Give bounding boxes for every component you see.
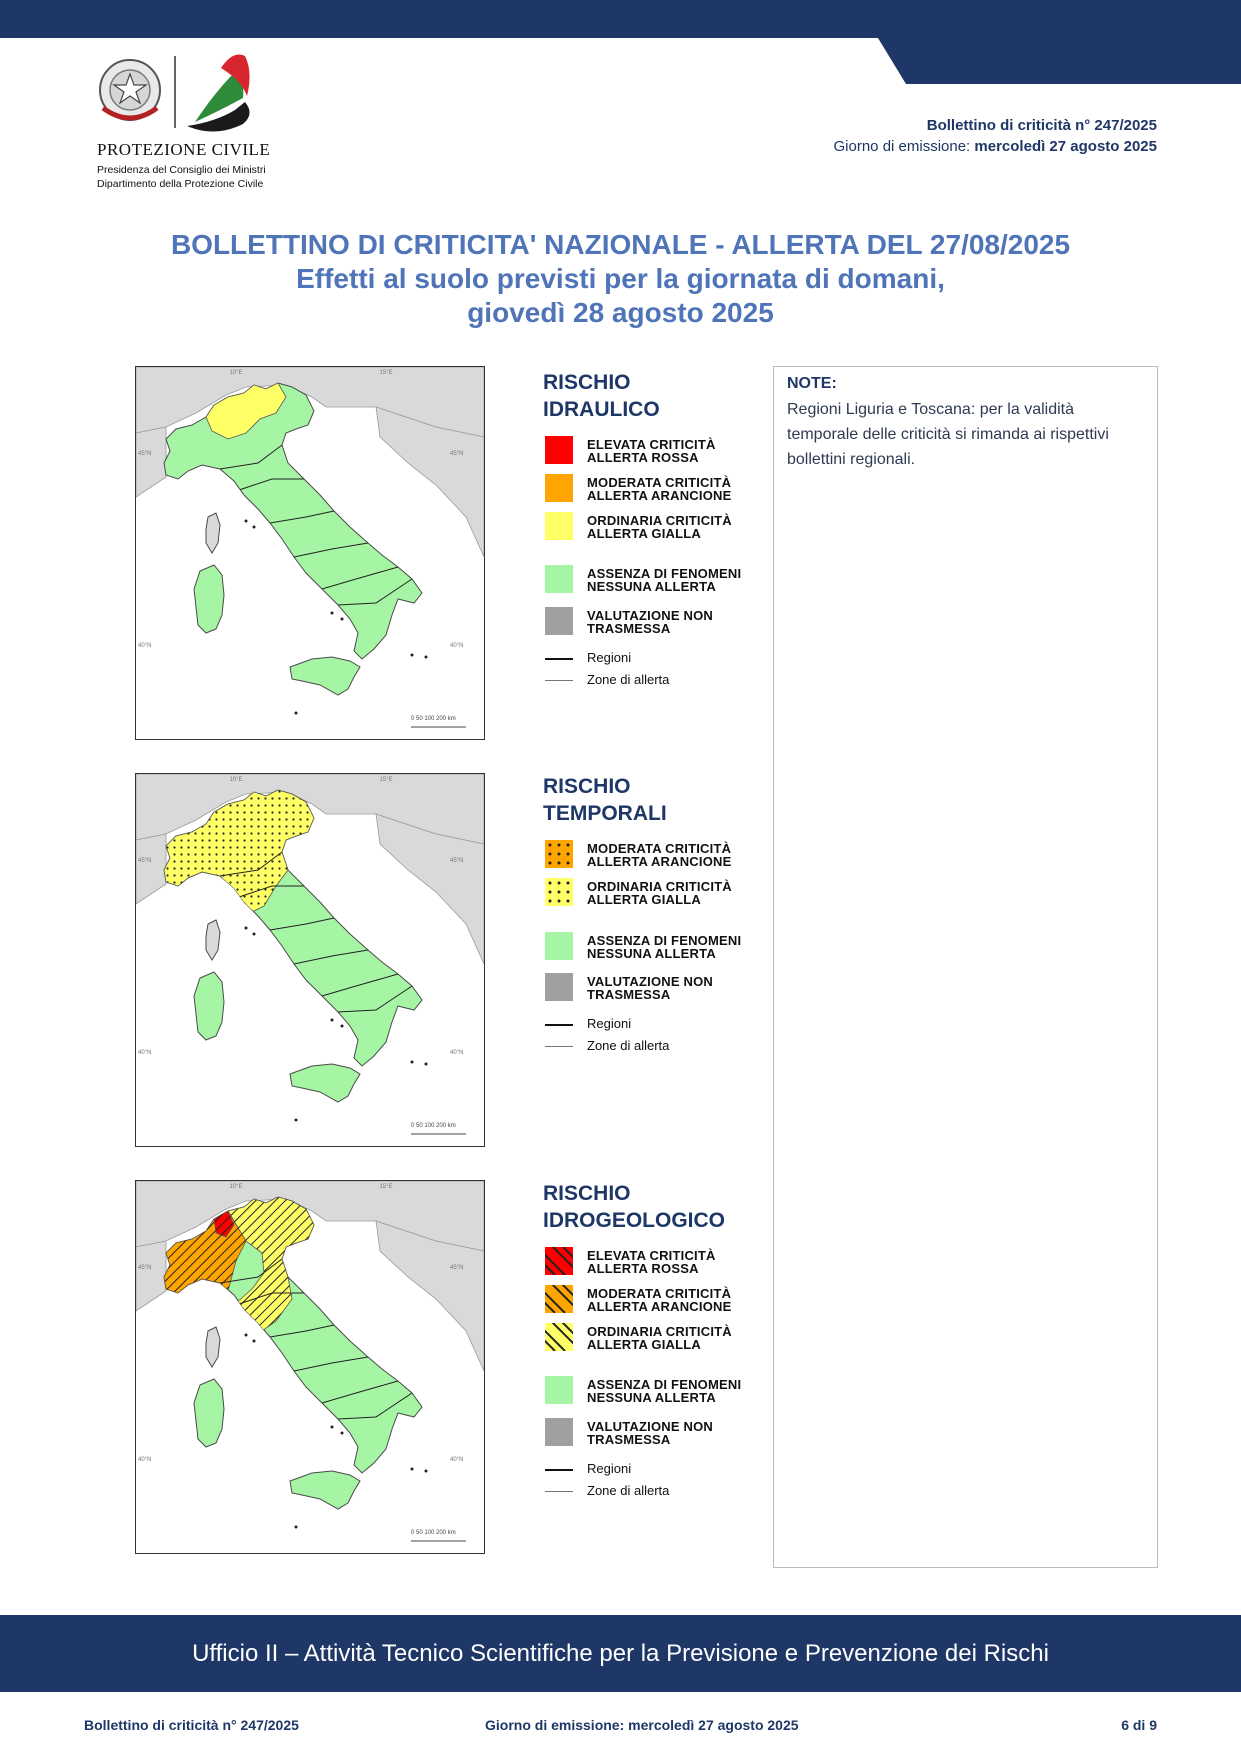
- legend-line-label: Zone di allerta: [587, 1038, 670, 1053]
- italy-map: [136, 774, 484, 1146]
- legend-item: [545, 512, 765, 542]
- island: [295, 712, 298, 715]
- italy-map: [136, 1181, 484, 1553]
- legend-item: [545, 1418, 765, 1448]
- swatch-orange: [545, 474, 573, 502]
- legend-temporali: [543, 773, 763, 1053]
- island: [425, 1063, 428, 1066]
- legend-title-2: TEMPORALI: [543, 802, 667, 825]
- swatch-green: [545, 565, 573, 593]
- legend-item: [545, 932, 765, 962]
- legend-label: ALLERTA ROSSA: [587, 1261, 699, 1276]
- legend-title-2: IDRAULICO: [543, 398, 660, 421]
- notes-text: Regioni Liguria e Toscana: per la validità temporale delle criticità si rimanda ai rispettivi bollettini regionali.: [787, 401, 1109, 468]
- legend-line-regioni: [545, 650, 765, 666]
- emblem-icon: [95, 52, 285, 140]
- legend-item: [545, 878, 765, 908]
- legend-item: [545, 565, 765, 595]
- notes-heading: NOTE:: [787, 375, 837, 392]
- footer-office-bar: Ufficio II – Attività Tecnico Scientifiche per la Previsione e Prevenzione dei Rischi: [0, 1615, 1241, 1692]
- logo-subtitle-1: Presidenza del Consiglio dei Ministri: [97, 164, 266, 176]
- island: [331, 1019, 334, 1022]
- island: [295, 1526, 298, 1529]
- legend-item: [545, 1323, 765, 1353]
- protezione-civile-logo: [95, 52, 285, 192]
- legend-label: ALLERTA GIALLA: [587, 892, 702, 907]
- graticule-label: 10°E: [229, 370, 243, 376]
- swatch-grey: [545, 1418, 573, 1446]
- legend-label: ASSENZA DI FENOMENI: [587, 933, 742, 948]
- map-rischio-idraulico: [135, 366, 485, 740]
- header-bulletin-number: Bollettino di criticità n° 247/2025: [926, 117, 1157, 134]
- legend-item: [545, 436, 765, 466]
- legend-label: VALUTAZIONE NON: [587, 974, 714, 989]
- title-line-1: BOLLETTINO DI CRITICITA' NAZIONALE - ALLERTA DEL 27/08/2025: [170, 229, 1071, 260]
- legend-line-regioni: [545, 1461, 765, 1477]
- graticule-label: 15°E: [379, 370, 393, 376]
- legend-label: ASSENZA DI FENOMENI: [587, 566, 742, 581]
- legend-label: TRASMESSA: [587, 621, 671, 636]
- legend-line-label: Regioni: [587, 1461, 632, 1476]
- legend-label: ORDINARIA CRITICITÀ: [587, 513, 732, 528]
- legend-line-zone: [545, 1483, 765, 1499]
- legend-label: TRASMESSA: [587, 1432, 671, 1447]
- graticule-label: 10°E: [229, 1184, 243, 1190]
- legend-label: TRASMESSA: [587, 987, 671, 1002]
- graticule-label: 40°N: [450, 1050, 464, 1056]
- footer-page-number: 6 di 9: [1121, 1717, 1157, 1733]
- scale-label: 0 50 100 200 km: [411, 1530, 456, 1536]
- legend-line-zone: [545, 1038, 765, 1054]
- graticule-label: 45°N: [450, 1265, 464, 1271]
- island: [331, 1426, 334, 1429]
- swatch-green: [545, 1376, 573, 1404]
- page-title: [0, 228, 1241, 330]
- header-info: [834, 115, 1158, 157]
- swatch-orange-dots: [545, 840, 573, 868]
- graticule-label: 45°N: [138, 451, 152, 457]
- graticule-label: 45°N: [450, 858, 464, 864]
- logo-org-name: PROTEZIONE CIVILE: [97, 140, 271, 159]
- legend-label: ALLERTA ROSSA: [587, 450, 699, 465]
- graticule-label: 45°N: [450, 451, 464, 457]
- legend-item: [545, 840, 765, 870]
- notes-box: [773, 366, 1158, 1568]
- legend-line-label: Zone di allerta: [587, 672, 670, 687]
- legend-line-label: Regioni: [587, 1016, 632, 1031]
- legend-label: NESSUNA ALLERTA: [587, 946, 716, 961]
- legend-item: [545, 1247, 765, 1277]
- italy-map: [136, 367, 484, 739]
- legend-line-label: Zone di allerta: [587, 1483, 670, 1498]
- island: [253, 1340, 256, 1343]
- legend-item: [545, 607, 765, 637]
- legend-label: MODERATA CRITICITÀ: [587, 841, 732, 856]
- legend-label: VALUTAZIONE NON: [587, 1419, 714, 1434]
- graticule-label: 40°N: [138, 1050, 152, 1056]
- swatch-red-hatch: [545, 1247, 573, 1275]
- island: [411, 1061, 414, 1064]
- island: [295, 1119, 298, 1122]
- graticule-label: 15°E: [379, 1184, 393, 1190]
- swatch-grey: [545, 973, 573, 1001]
- legend-label: ALLERTA ARANCIONE: [587, 854, 732, 869]
- header-issue-prefix: Giorno di emissione:: [833, 138, 975, 155]
- graticule-label: 45°N: [138, 1265, 152, 1271]
- map-rischio-idrogeologico: [135, 1180, 485, 1554]
- legend-item: [545, 973, 765, 1003]
- legend-label: NESSUNA ALLERTA: [587, 1390, 716, 1405]
- scale-label: 0 50 100 200 km: [411, 1123, 456, 1129]
- island: [253, 526, 256, 529]
- island: [341, 1432, 344, 1435]
- legend-line-zone: [545, 672, 765, 688]
- legend-title-1: RISCHIO: [543, 775, 631, 798]
- island: [253, 933, 256, 936]
- footer-bulletin: Bollettino di criticità n° 247/2025: [84, 1717, 299, 1733]
- legend-label: ORDINARIA CRITICITÀ: [587, 1324, 732, 1339]
- graticule-label: 40°N: [138, 643, 152, 649]
- island: [411, 654, 414, 657]
- legend-item: [545, 1376, 765, 1406]
- legend-item: [545, 474, 765, 504]
- legend-idraulico: [543, 369, 763, 687]
- legend-label: NESSUNA ALLERTA: [587, 579, 716, 594]
- header-issue-line: [834, 136, 1158, 157]
- island: [331, 612, 334, 615]
- footer-issue: Giorno di emissione: mercoledì 27 agosto 2025: [485, 1717, 799, 1733]
- swatch-yellow-hatch: [545, 1323, 573, 1351]
- legend-label: ALLERTA GIALLA: [587, 526, 702, 541]
- legend-idrogeologico: [543, 1180, 763, 1498]
- legend-line-regioni: [545, 1016, 765, 1032]
- swatch-grey: [545, 607, 573, 635]
- swatch-green: [545, 932, 573, 960]
- legend-label: ELEVATA CRITICITÀ: [587, 437, 716, 452]
- legend-label: ORDINARIA CRITICITÀ: [587, 879, 732, 894]
- legend-item: [545, 1285, 765, 1315]
- legend-label: ASSENZA DI FENOMENI: [587, 1377, 742, 1392]
- swatch-orange-hatch: [545, 1285, 573, 1313]
- scale-label: 0 50 100 200 km: [411, 716, 456, 722]
- swatch-yellow: [545, 512, 573, 540]
- graticule-label: 45°N: [138, 858, 152, 864]
- title-line-2: Effetti al suolo previsti per la giornata di domani,: [296, 263, 945, 294]
- header-issue-date: mercoledì 27 agosto 2025: [974, 138, 1157, 155]
- island: [425, 1470, 428, 1473]
- legend-title-1: RISCHIO: [543, 1182, 631, 1205]
- legend-line-label: Regioni: [587, 650, 632, 665]
- graticule-label: 15°E: [379, 777, 393, 783]
- legend-label: ALLERTA GIALLA: [587, 1337, 702, 1352]
- legend-label: MODERATA CRITICITÀ: [587, 1286, 732, 1301]
- legend-label: VALUTAZIONE NON: [587, 608, 714, 623]
- island: [341, 618, 344, 621]
- legend-label: ALLERTA ARANCIONE: [587, 488, 732, 503]
- map-rischio-temporali: [135, 773, 485, 1147]
- island: [425, 656, 428, 659]
- title-line-3: giovedì 28 agosto 2025: [467, 297, 774, 328]
- graticule-label: 40°N: [450, 1457, 464, 1463]
- graticule-label: 10°E: [229, 777, 243, 783]
- logo-subtitle-2: Dipartimento della Protezione Civile: [97, 178, 264, 190]
- graticule-label: 40°N: [138, 1457, 152, 1463]
- island: [411, 1468, 414, 1471]
- legend-label: ELEVATA CRITICITÀ: [587, 1248, 716, 1263]
- legend-label: ALLERTA ARANCIONE: [587, 1299, 732, 1314]
- island: [341, 1025, 344, 1028]
- graticule-label: 40°N: [450, 643, 464, 649]
- island: [245, 520, 248, 523]
- legend-title-1: RISCHIO: [543, 371, 631, 394]
- swatch-red: [545, 436, 573, 464]
- island: [245, 927, 248, 930]
- swatch-yellow-dots: [545, 878, 573, 906]
- island: [245, 1334, 248, 1337]
- legend-label: MODERATA CRITICITÀ: [587, 475, 732, 490]
- legend-title-2: IDROGEOLOGICO: [543, 1209, 726, 1232]
